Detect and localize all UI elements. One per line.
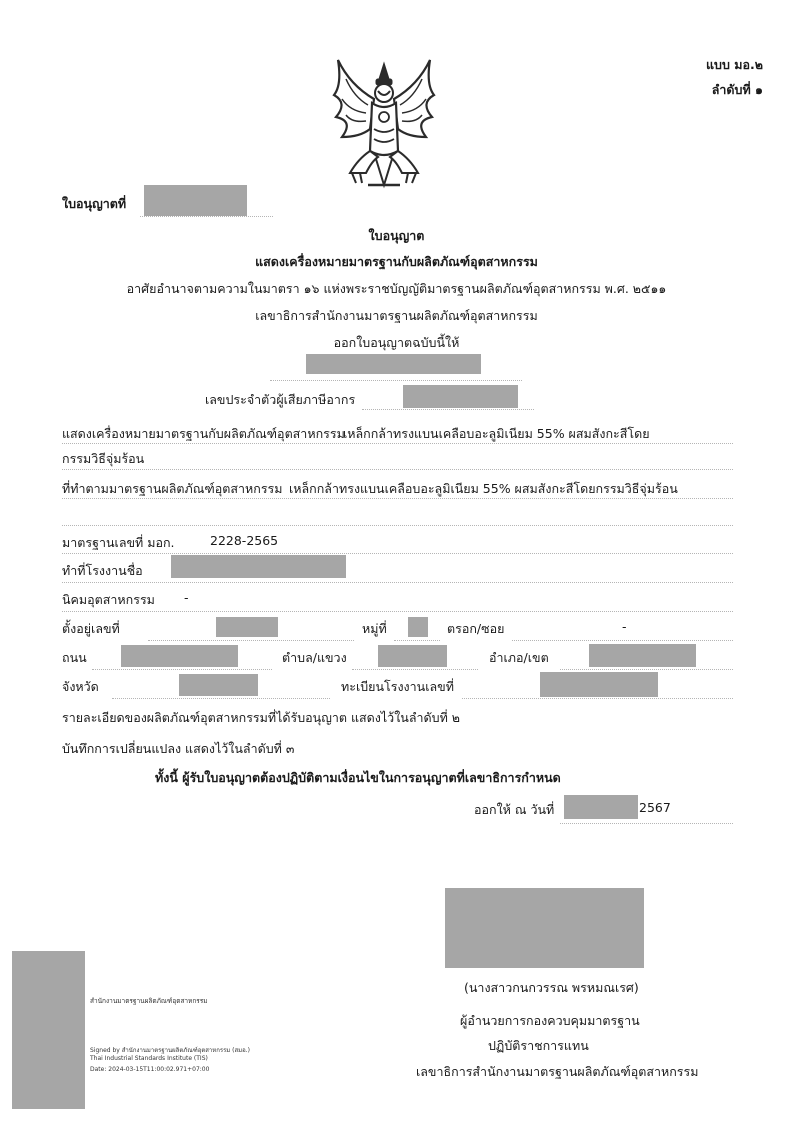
standard-no-underline [62,553,733,554]
factory-name-label: ทำที่โรงงานชื่อ [62,563,143,578]
authority-line: อาศัยอำนาจตามความในมาตรา ๑๖ แห่งพระราชบัญญัติมาตรฐานผลิตภัณฑ์อุตสาหกรรม พ.ศ. ๒๕๑๑ [126,281,667,296]
changes-note: บันทึกการเปลี่ยนแปลง แสดงไว้ในลำดับที่ ๓ [62,741,295,756]
condition-note [155,768,561,788]
province-underline [112,698,330,699]
estate-underline [62,611,733,612]
estate-value: - [184,590,189,605]
digital-signature-signed-by: Signed by สำนักงานมาตรฐานผลิตภัณฑ์อุตสาหกรรม (สมอ.) [90,1047,250,1054]
document-title: ใบอนุญาต [368,228,425,243]
signatory-position-3: เลขาธิการสำนักงานมาตรฐานผลิตภัณฑ์อุตสาหกรรม [416,1064,699,1079]
tax-id-underline [362,409,534,410]
district-label: อำเภอ/เขต [489,650,549,665]
registration-underline [462,698,733,699]
district-redaction [589,644,696,667]
digital-signature-date: Date: 2024-03-15T11:00:02.971+07:00 [90,1066,210,1073]
license-no-label: ใบอนุญาตที่ [62,196,127,211]
address-label: ตั้งอยู่เลขที่ [62,621,120,636]
tax-id-redaction [403,385,518,408]
product-underline-2 [62,469,733,470]
standard-no-value: 2228-2565 [210,533,279,548]
garuda-emblem-icon [328,55,440,195]
soi-value: - [622,619,627,634]
soi-underline [512,640,733,641]
signatory-position-1: ผู้อำนวยการกองควบคุมมาตรฐาน [460,1013,640,1028]
issuer-line: เลขาธิการสำนักงานมาตรฐานผลิตภัณฑ์อุตสาหกรรม [255,308,538,323]
issue-date-redaction [564,795,638,819]
tax-id-label: เลขประจำตัวผู้เสียภาษีอากร [205,392,356,407]
signature-redaction [445,888,644,968]
registration-label: ทะเบียนโรงงานเลขที่ [341,679,454,694]
condition-text: ผู้รับใบอนุญาตต้องปฏิบัติตามเงื่อนไขในการอนุญาตที่เลขาธิการกำหนด [177,770,561,785]
standard-made-label: ที่ทำตามมาตรฐานผลิตภัณฑ์อุตสาหกรรม [62,481,283,496]
form-order: ลำดับที่ ๑ [711,82,763,97]
subdistrict-underline [352,669,478,670]
road-label: ถนน [62,650,87,665]
factory-name-underline [62,582,733,583]
standard-made-value: เหล็กกล้าทรงแบนเคลือบอะลูมิเนียม 55% ผสมสังกะสีโดยกรรมวิธีจุ่มร้อน [289,481,678,496]
moo-redaction [408,617,428,637]
product-underline-1 [62,443,733,444]
condition-emphasis: ทั้งนี้ [155,770,178,785]
product-value-line2: กรรมวิธีจุ่มร้อน [62,451,145,466]
product-label: แสดงเครื่องหมายมาตรฐานกับผลิตภัณฑ์อุตสาหกรรม [62,426,345,441]
standard-made-underline-1 [62,498,733,499]
province-label: จังหวัด [62,679,99,694]
issue-to-line: ออกใบอนุญาตฉบับนี้ให้ [333,335,460,350]
licensee-underline [270,380,522,381]
road-redaction [121,645,238,667]
issue-date-year: 2567 [639,800,671,815]
document-subtitle: แสดงเครื่องหมายมาตรฐานกับผลิตภัณฑ์อุตสาหกรรม [255,254,538,269]
signatory-position-2: ปฏิบัติราชการแทน [488,1038,589,1053]
product-value-line1: เหล็กกล้าทรงแบนเคลือบอะลูมิเนียม 55% ผสมสังกะสีโดย [343,426,650,441]
soi-label: ตรอก/ซอย [447,621,505,636]
registration-redaction [540,672,658,697]
road-underline [92,669,272,670]
digital-signature-org-en: Thai Industrial Standards Institute (TIS) [90,1055,208,1062]
factory-name-redaction [171,555,346,578]
subdistrict-redaction [378,645,447,667]
moo-label: หมู่ที่ [362,621,387,636]
details-note: รายละเอียดของผลิตภัณฑ์อุตสาหกรรมที่ได้รับอนุญาต แสดงไว้ในลำดับที่ ๒ [62,710,461,725]
signatory-name: (นางสาวกนกวรรณ พรหมณเรศ) [464,980,639,995]
subdistrict-label: ตำบล/แขวง [282,650,347,665]
address-underline [148,640,354,641]
standard-no-label: มาตรฐานเลขที่ มอก. [62,535,175,550]
district-underline [560,669,733,670]
issue-date-underline [560,823,733,824]
standard-made-underline-2 [62,525,733,526]
qr-code-redaction [12,951,85,1109]
digital-signature-org: สำนักงานมาตรฐานผลิตภัณฑ์อุตสาหกรรม [90,997,208,1005]
province-redaction [179,674,258,696]
licensee-redaction [306,354,481,374]
license-no-underline [140,216,273,217]
issue-date-label: ออกให้ ณ วันที่ [474,802,555,817]
estate-label: นิคมอุตสาหกรรม [62,592,155,607]
moo-underline [394,640,440,641]
license-no-redaction [144,185,247,216]
address-redaction [216,617,278,637]
form-code: แบบ มอ.๒ [705,57,763,72]
